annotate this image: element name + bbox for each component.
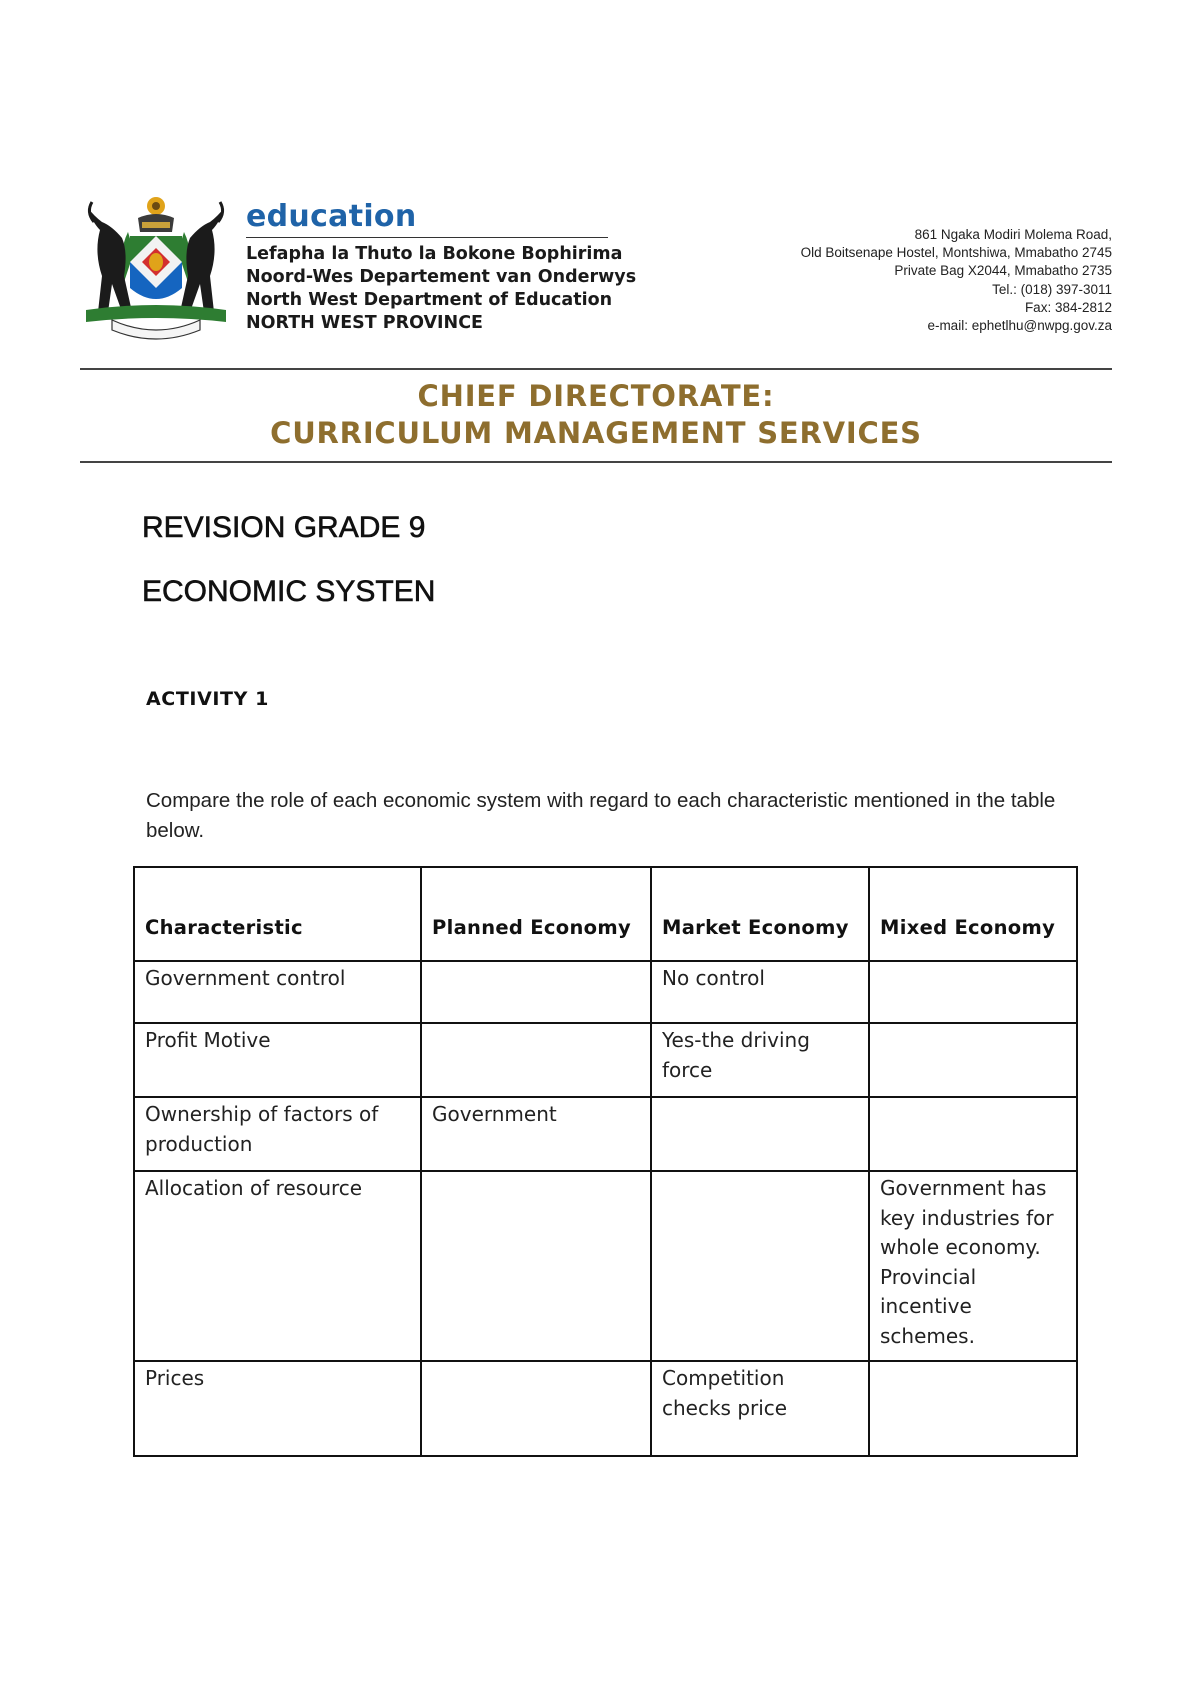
table-cell: Government has key industries for whole economy. Provincial incentive schemes. [869, 1171, 1077, 1361]
table-cell [869, 1097, 1077, 1171]
address-block [801, 226, 1112, 335]
table-cell: Yes-the driving force [651, 1023, 869, 1097]
table-row [134, 1023, 1077, 1097]
department-logo-text [246, 199, 637, 335]
banner-line-2: CURRICULUM MANAGEMENT SERVICES [270, 416, 922, 450]
table-cell: Profit Motive [134, 1023, 421, 1097]
wordmark-underline [246, 237, 608, 238]
coat-of-arms-icon [78, 192, 234, 340]
email[interactable]: e-mail: ephetlhu@nwpg.gov.za [927, 318, 1112, 334]
directorate-banner [80, 378, 1112, 452]
table-cell: Allocation of resource [134, 1171, 421, 1361]
header-mixed-economy: Mixed Economy [869, 867, 1077, 961]
address-line: Private Bag X2044, Mmabatho 2735 [894, 263, 1112, 279]
table-cell [869, 1023, 1077, 1097]
table-cell: No control [651, 961, 869, 1023]
table-row [134, 1171, 1077, 1361]
table-cell [421, 1361, 651, 1456]
table-header-row [134, 867, 1077, 961]
table-cell [651, 1171, 869, 1361]
table-cell [651, 1097, 869, 1171]
dept-name-afrikaans: Noord-Wes Departement van Onderwys [246, 267, 637, 287]
document-subtitle: ECONOMIC SYSTEN [142, 575, 436, 608]
table-cell [869, 961, 1077, 1023]
instruction-text: Compare the role of each economic system with regard to each characteristic mentioned in the table below. [146, 789, 1056, 842]
dept-name-english: North West Department of Education [246, 290, 613, 310]
table-cell: Government [421, 1097, 651, 1171]
table-cell [421, 961, 651, 1023]
activity-heading: ACTIVITY 1 [146, 688, 270, 710]
table-row [134, 961, 1077, 1023]
header-planned-economy: Planned Economy [421, 867, 651, 961]
bottom-divider [80, 461, 1112, 463]
table-cell [421, 1171, 651, 1361]
education-wordmark: education [246, 199, 417, 234]
document-title: REVISION GRADE 9 [142, 511, 426, 544]
table-cell [421, 1023, 651, 1097]
table-row [134, 1361, 1077, 1456]
header-characteristic: Characteristic [134, 867, 421, 961]
table-cell [869, 1361, 1077, 1456]
dept-name-setswana: Lefapha la Thuto la Bokone Bophirima [246, 244, 623, 264]
comparison-table [133, 866, 1078, 1457]
address-line: Old Boitsenape Hostel, Montshiwa, Mmabatho 2745 [800, 245, 1112, 261]
top-divider [80, 368, 1112, 370]
table-row [134, 1097, 1077, 1171]
banner-line-1: CHIEF DIRECTORATE: [417, 379, 775, 413]
table-cell: Competition checks price [651, 1361, 869, 1456]
table-cell: Government control [134, 961, 421, 1023]
header-market-economy: Market Economy [651, 867, 869, 961]
table-cell: Ownership of factors of production [134, 1097, 421, 1171]
telephone: Tel.: (018) 397-3011 [992, 281, 1112, 297]
table-cell: Prices [134, 1361, 421, 1456]
province-name: NORTH WEST PROVINCE [246, 313, 483, 333]
address-line: 861 Ngaka Modiri Molema Road, [914, 227, 1112, 242]
fax: Fax: 384-2812 [1024, 299, 1112, 315]
